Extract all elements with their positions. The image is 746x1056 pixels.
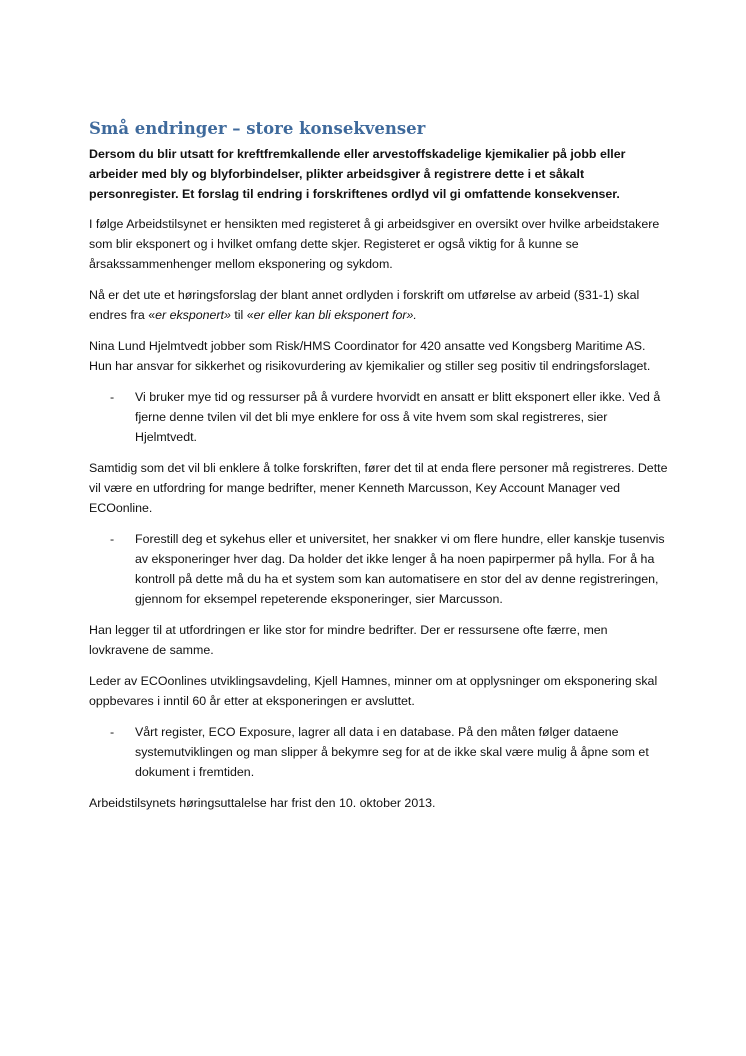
quote-dash: - bbox=[110, 532, 115, 546]
quote-3 bbox=[89, 722, 669, 782]
quote-1-text: Vi bruker mye tid og ressurser på å vurdere hvorvidt en ansatt er blitt eksponert eller ikke. Ved å fjerne denne tvilen vil det bli mye enklere for oss å vite hvem som skal registreres, sier Hjelmtvedt. bbox=[135, 390, 661, 444]
quote-3-text: Vårt register, ECO Exposure, lagrer all data i en database. På den måten følger dataene systemutviklingen og man slipper å bekymre seg for at de ikke skal være mulig å åpne som et dokument i fremtiden. bbox=[135, 725, 649, 779]
paragraph-7: Arbeidstilsynets høringsuttalelse har frist den 10. oktober 2013. bbox=[89, 796, 436, 810]
document-page bbox=[89, 118, 669, 824]
quote-dash: - bbox=[110, 390, 115, 404]
paragraph-2-text-a: Nå er det ute et høringsforslag der blant annet ordlyden i forskrift om utførelse av arbeid (§31-1) skal endres fra « bbox=[89, 288, 640, 322]
paragraph-4: Samtidig som det vil bli enklere å tolke forskriften, fører det til at enda flere personer må registreres. Dette vil være en utfordring for mange bedrifter, mener Kenneth Marcusson, Key Account Manager ved ECOonline. bbox=[89, 461, 668, 515]
quote-2-text: Forestill deg et sykehus eller et universitet, her snakker vi om flere hundre, eller kanskje tusenvis av eksponeringer hver dag. Da holder det ikke lenger å ha noen papirpermer på hylla. For å ha kontroll på dette må du ha et system som kan automatisere en stor del av denne registreringen, gjennom for eksempel repeterende eksponeringer, sier Marcusson. bbox=[135, 532, 665, 606]
quote-dash: - bbox=[110, 725, 115, 739]
paragraph-2-text-b: til « bbox=[230, 308, 254, 322]
quote-2 bbox=[89, 529, 669, 609]
paragraph-2-em-1: er eksponert» bbox=[155, 308, 231, 322]
paragraph-5: Han legger til at utfordringen er like stor for mindre bedrifter. Der er ressursene ofte færre, men lovkravene de samme. bbox=[89, 623, 608, 657]
quote-1 bbox=[89, 387, 669, 447]
paragraph-2-em-2: er eller kan bli eksponert for». bbox=[253, 308, 417, 322]
paragraph-1: I følge Arbeidstilsynet er hensikten med registeret å gi arbeidsgiver en oversikt over hvilke arbeidstakere som blir eksponert og i hvilket omfang dette skjer. Registeret er også viktig for å kunne se årsakssammenhenger mellom eksponering og sykdom. bbox=[89, 217, 660, 271]
article-lead: Dersom du blir utsatt for kreftfremkallende eller arvestoffskadelige kjemikalier på jobb eller arbeider med bly og blyforbindelser, plikter arbeidsgiver å registrere dette i et såkalt personregister. Et forslag til endring i forskriftenes ordlyd vil gi omfattende konsekvenser. bbox=[89, 147, 626, 201]
paragraph-3: Nina Lund Hjelmtvedt jobber som Risk/HMS Coordinator for 420 ansatte ved Kongsberg Maritime AS. Hun har ansvar for sikkerhet og risikovurdering av kjemikalier og stiller seg positiv til endringsforslaget. bbox=[89, 339, 651, 373]
paragraph-6: Leder av ECOonlines utviklingsavdeling, Kjell Hamnes, minner om at opplysninger om eksponering skal oppbevares i inntil 60 år etter at eksponeringen er avsluttet. bbox=[89, 674, 658, 708]
article-title: Små endringer – store konsekvenser bbox=[89, 119, 426, 138]
paragraph-2 bbox=[89, 285, 669, 325]
